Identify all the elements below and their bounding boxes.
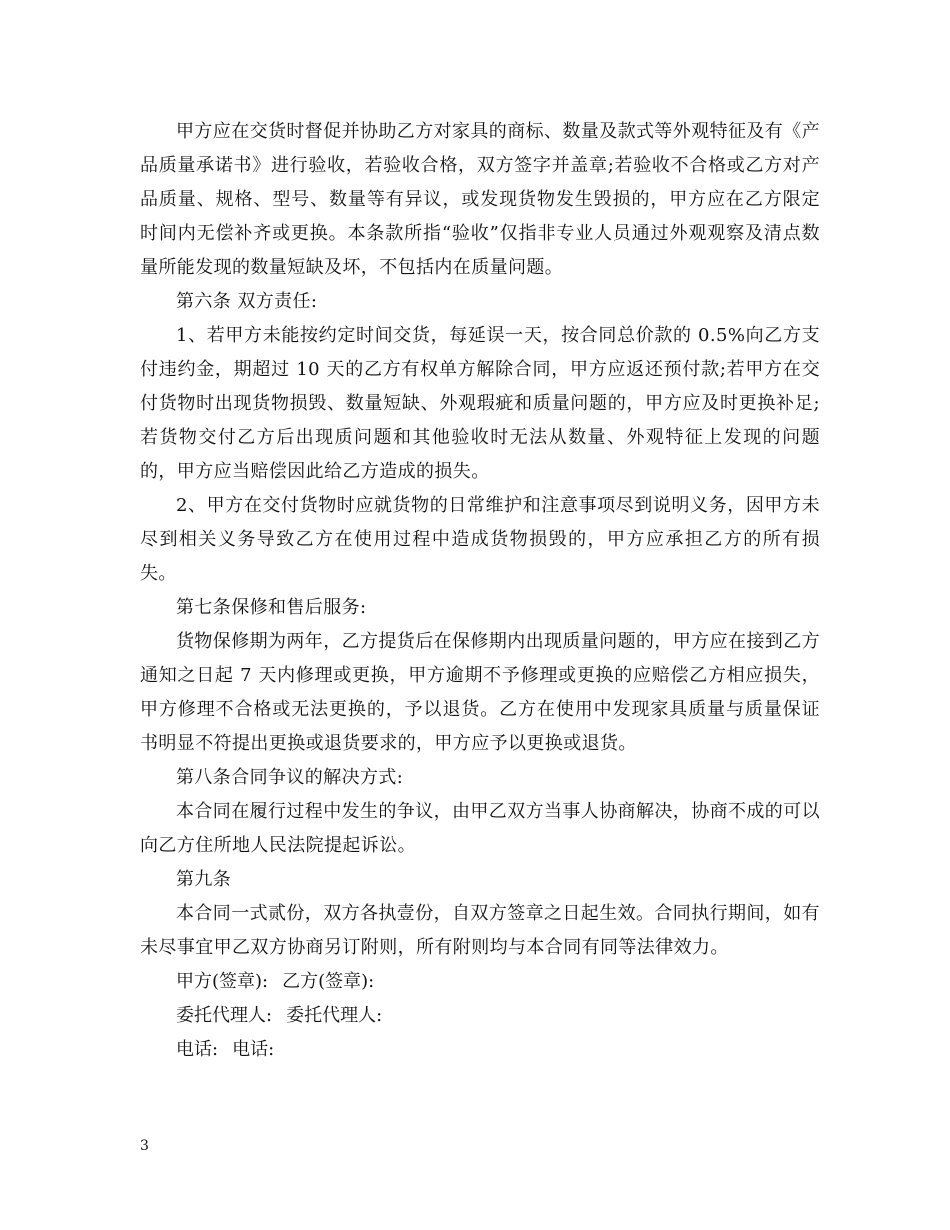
- article-8-heading: 第八条合同争议的解决方式:: [176, 767, 404, 788]
- article-6-item-2: 2、甲方在交付货物时应就货物的日常维护和注意事项尽到说明义务，因甲方未尽到相关义务导致乙方在使用过程中造成货物损毁的，甲方应承担乙方的所有损失。: [140, 495, 820, 584]
- article-7-heading: 第七条保修和售后服务:: [176, 597, 367, 618]
- article-7-body: 货物保修期为两年，乙方提货后在保修期内出现质量问题的，甲方应在接到乙方通知之日起 7 天内修理或更换，甲方逾期不予修理或更换的应赔偿乙方相应损失，甲方修理不合格或无法更换的，予以退货。乙方在使用中发现家具质量与质量保证书明显不符提出更换或退货要求的，甲方应予以更换或退货。: [140, 631, 820, 754]
- party-b-agent-label: 委托代理人:: [286, 1005, 383, 1026]
- article-9-heading: 第九条: [176, 869, 232, 890]
- party-b-phone-label: 电话:: [232, 1039, 275, 1060]
- article-6-item-1: 1、若甲方未能按约定时间交货，每延误一天，按合同总价款的 0.5%向乙方支付违约金，期超过 10 天的乙方有权单方解除合同，甲方应返还预付款;若甲方在交付货物时出现货物损毁、数量短缺、外观瑕疵和质量问题的，甲方应及时更换补足;若货物交付乙方后出现质问题和其他验收时无法从数量、外观特征上发现的问题的，甲方应当赔偿因此给乙方造成的损失。: [140, 325, 820, 482]
- article-8-body: 本合同在履行过程中发生的争议，由甲乙双方当事人协商解决，协商不成的可以向乙方住所地人民法院提起诉讼。: [140, 801, 820, 856]
- party-a-agent-label: 委托代理人:: [176, 1005, 273, 1026]
- article-6-heading: 第六条 双方责任:: [176, 291, 318, 312]
- party-b-seal-label: 乙方(签章):: [282, 971, 375, 992]
- signature-row-seal: [140, 965, 820, 999]
- document-body: [140, 115, 820, 1067]
- signature-row-phone: [140, 1033, 820, 1067]
- party-a-phone-label: 电话:: [176, 1039, 219, 1060]
- party-a-seal-label: 甲方(签章):: [176, 971, 269, 992]
- page-number: 3: [140, 1138, 149, 1154]
- signature-row-agent: [140, 999, 820, 1033]
- clause-acceptance-paragraph: 甲方应在交货时督促并协助乙方对家具的商标、数量及款式等外观特征及有《产品质量承诺书》进行验收，若验收合格，双方签字并盖章;若验收不合格或乙方对产品质量、规格、型号、数量等有异议，或发现货物发生毁损的，甲方应在乙方限定时间内无偿补齐或更换。本条款所指“验收”仅指非专业人员通过外观观察及清点数量所能发现的数量短缺及坏，不包括内在质量问题。: [140, 121, 820, 278]
- article-9-body: 本合同一式贰份，双方各执壹份，自双方签章之日起生效。合同执行期间，如有未尽事宜甲乙双方协商另订附则，所有附则均与本合同有同等法律效力。: [140, 903, 820, 958]
